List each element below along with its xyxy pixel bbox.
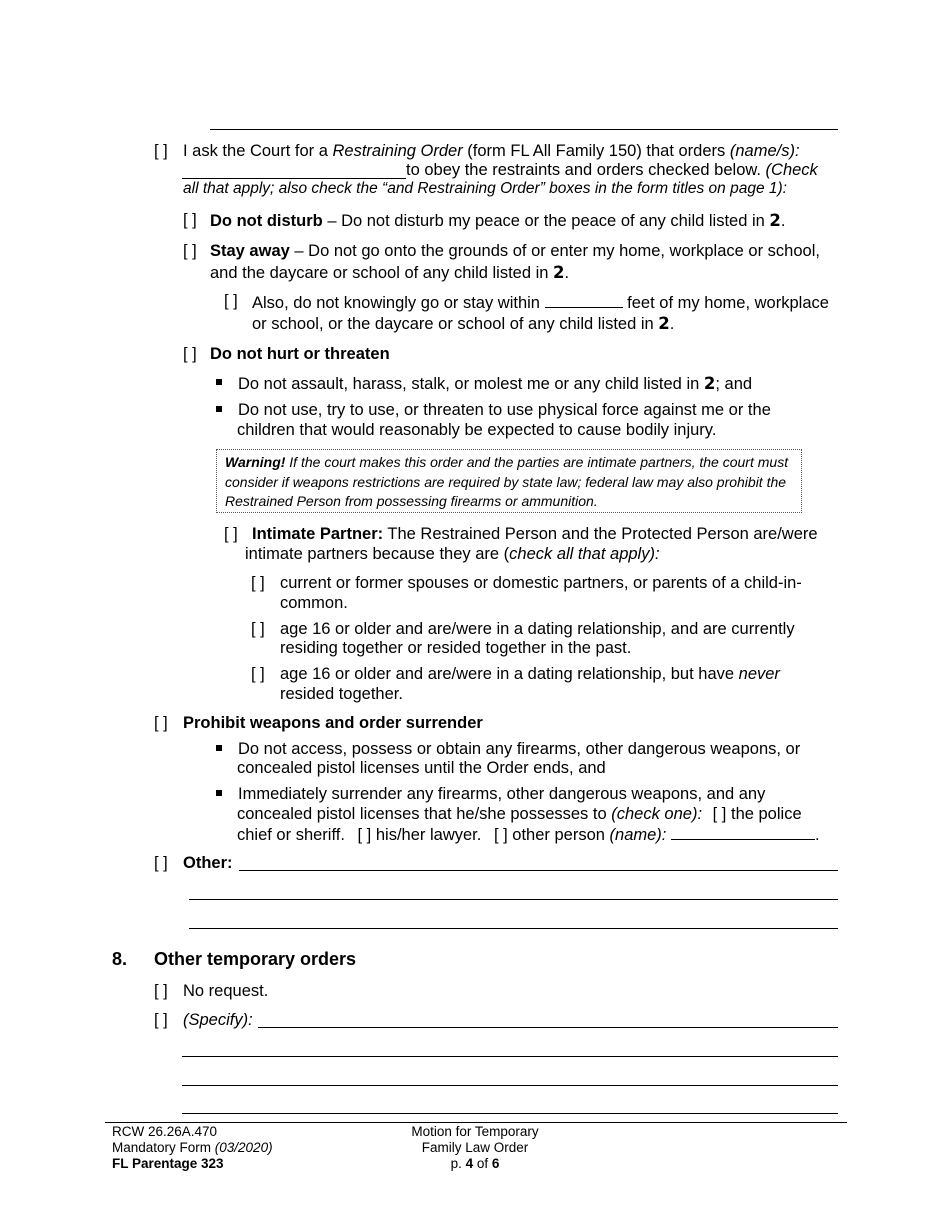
footer-page-number: p. 4 of 6 (450, 1156, 500, 1171)
footer-statute: RCW 26.26A.470 (112, 1124, 218, 1139)
footer-title-2: Family Law Order (421, 1140, 529, 1155)
disturb-checkbox[interactable]: [ ] (183, 211, 197, 229)
other-person-name-field[interactable] (671, 824, 815, 840)
distance-feet-field[interactable] (545, 292, 623, 308)
specify-checkbox[interactable]: [ ] (154, 1011, 168, 1029)
top-rule (210, 129, 838, 130)
warning-line2: consider if weapons restrictions are required by state law; federal law may also prohibit the (225, 473, 787, 490)
stay-away-checkbox[interactable]: [ ] (183, 242, 197, 260)
intimate-option3-line2: resided together. (280, 685, 403, 703)
specify-field-line-1[interactable] (258, 1027, 838, 1028)
other-field-line-3[interactable] (189, 928, 838, 929)
restraining-checkbox[interactable]: [ ] (154, 142, 168, 160)
other-checkbox[interactable]: [ ] (154, 854, 168, 872)
warning-box: Warning! If the court makes this order and the parties are intimate partners, the court must consider if weapons restrictions are required by state law; federal law may also prohibit the Restrained Person from possessing firearms or ammunition. (216, 449, 802, 513)
surrender-police-checkbox[interactable]: [ ] (712, 805, 727, 823)
intimate-checkbox[interactable]: [ ] (224, 525, 238, 543)
hurt-bullet-1: Do not assault, harass, stalk, or molest me or any child listed in 2; and (238, 374, 753, 393)
intimate-option3-line1: age 16 or older and are/were in a dating relationship, but have never (280, 665, 780, 683)
stay-away-line1: Stay away – Do not go onto the grounds of or enter my home, workplace or school, (210, 242, 820, 260)
no-request-checkbox[interactable]: [ ] (154, 982, 168, 1000)
intimate-option2-line1: age 16 or older and are/were in a dating relationship, and are currently (280, 620, 795, 638)
intimate-option1-line2: common. (280, 594, 348, 612)
also-line1: Also, do not knowingly go or stay within feet of my home, workplace (252, 294, 829, 312)
intimate-option2-line2: residing together or resided together in the past. (280, 639, 632, 657)
weapons-title: Prohibit weapons and order surrender (183, 714, 483, 732)
specify-field-line-4[interactable] (182, 1113, 838, 1114)
hurt-title: Do not hurt or threaten (210, 345, 390, 363)
disturb-text: Do not disturb – Do not disturb my peace or the peace of any child listed in 2. (210, 211, 786, 230)
bullet (216, 745, 222, 751)
bullet (216, 379, 222, 385)
also-line2: or school, or the daycare or school of any child listed in 2. (252, 314, 675, 333)
other-label: Other: (183, 854, 233, 872)
no-request-label: No request. (183, 982, 269, 1000)
restrained-names-field[interactable] (182, 162, 406, 179)
section-8-title: Other temporary orders (154, 949, 357, 969)
bullet (216, 406, 222, 412)
intimate-option3-checkbox[interactable]: [ ] (251, 665, 265, 683)
restraining-line1: I ask the Court for a Restraining Order (form FL All Family 150) that orders (name/s): (183, 142, 800, 160)
restraining-line2: to obey the restraints and orders checked below. (Check (406, 161, 818, 179)
specify-field-line-3[interactable] (182, 1085, 838, 1086)
weapons-bullet-1-line1: Do not access, possess or obtain any firearms, other dangerous weapons, or (238, 740, 801, 758)
bullet (216, 790, 222, 796)
hurt-checkbox[interactable]: [ ] (183, 345, 197, 363)
footer-left (112, 1124, 273, 1172)
intimate-option1-checkbox[interactable]: [ ] (251, 574, 265, 592)
intimate-line2: intimate partners because they are (check all that apply): (245, 545, 660, 563)
weapons-bullet-2-line3: chief or sheriff. [ ] his/her lawyer. [ ] other person (name): . (237, 826, 820, 844)
also-checkbox[interactable]: [ ] (224, 292, 238, 310)
footer-title-1: Motion for Temporary (411, 1124, 539, 1139)
intimate-option1-line1: current or former spouses or domestic partners, or parents of a child-in- (280, 574, 802, 592)
intimate-option2-checkbox[interactable]: [ ] (251, 620, 265, 638)
surrender-lawyer-checkbox[interactable]: [ ] (357, 826, 372, 844)
weapons-checkbox[interactable]: [ ] (154, 714, 168, 732)
footer-rule (105, 1122, 847, 1123)
other-field-line-1[interactable] (239, 870, 838, 871)
weapons-bullet-2-line1: Immediately surrender any firearms, other dangerous weapons, and any (238, 785, 766, 803)
section-8-number: 8. (112, 949, 128, 969)
specify-field-line-2[interactable] (182, 1056, 838, 1057)
footer-form-type: Mandatory Form (03/2020) (112, 1140, 273, 1155)
hurt-bullet-2-line1: Do not use, try to use, or threaten to use physical force against me or the (238, 401, 771, 419)
stay-away-line2: and the daycare or school of any child listed in 2. (210, 263, 570, 282)
warning-line3: Restrained Person from possessing firearms or ammunition. (225, 493, 598, 509)
weapons-bullet-1-line2: concealed pistol licenses until the Order ends, and (237, 759, 606, 777)
hurt-bullet-2-line2: children that would reasonably be expected to cause bodily injury. (237, 421, 717, 439)
surrender-other-checkbox[interactable]: [ ] (493, 826, 508, 844)
footer-form-id: FL Parentage 323 (112, 1156, 224, 1171)
warning-label: Warning! (225, 454, 286, 470)
intimate-line1: Intimate Partner: The Restrained Person and the Protected Person are/were (252, 525, 818, 543)
restraining-line3: all that apply; also check the “and Restraining Order” boxes in the form titles on page 1): (183, 180, 787, 197)
other-field-line-2[interactable] (189, 899, 838, 900)
weapons-bullet-2-line2: concealed pistol licenses that he/she possesses to (check one): [ ] the police (237, 805, 802, 823)
footer-center (375, 1124, 575, 1172)
specify-label: (Specify): (183, 1011, 253, 1029)
